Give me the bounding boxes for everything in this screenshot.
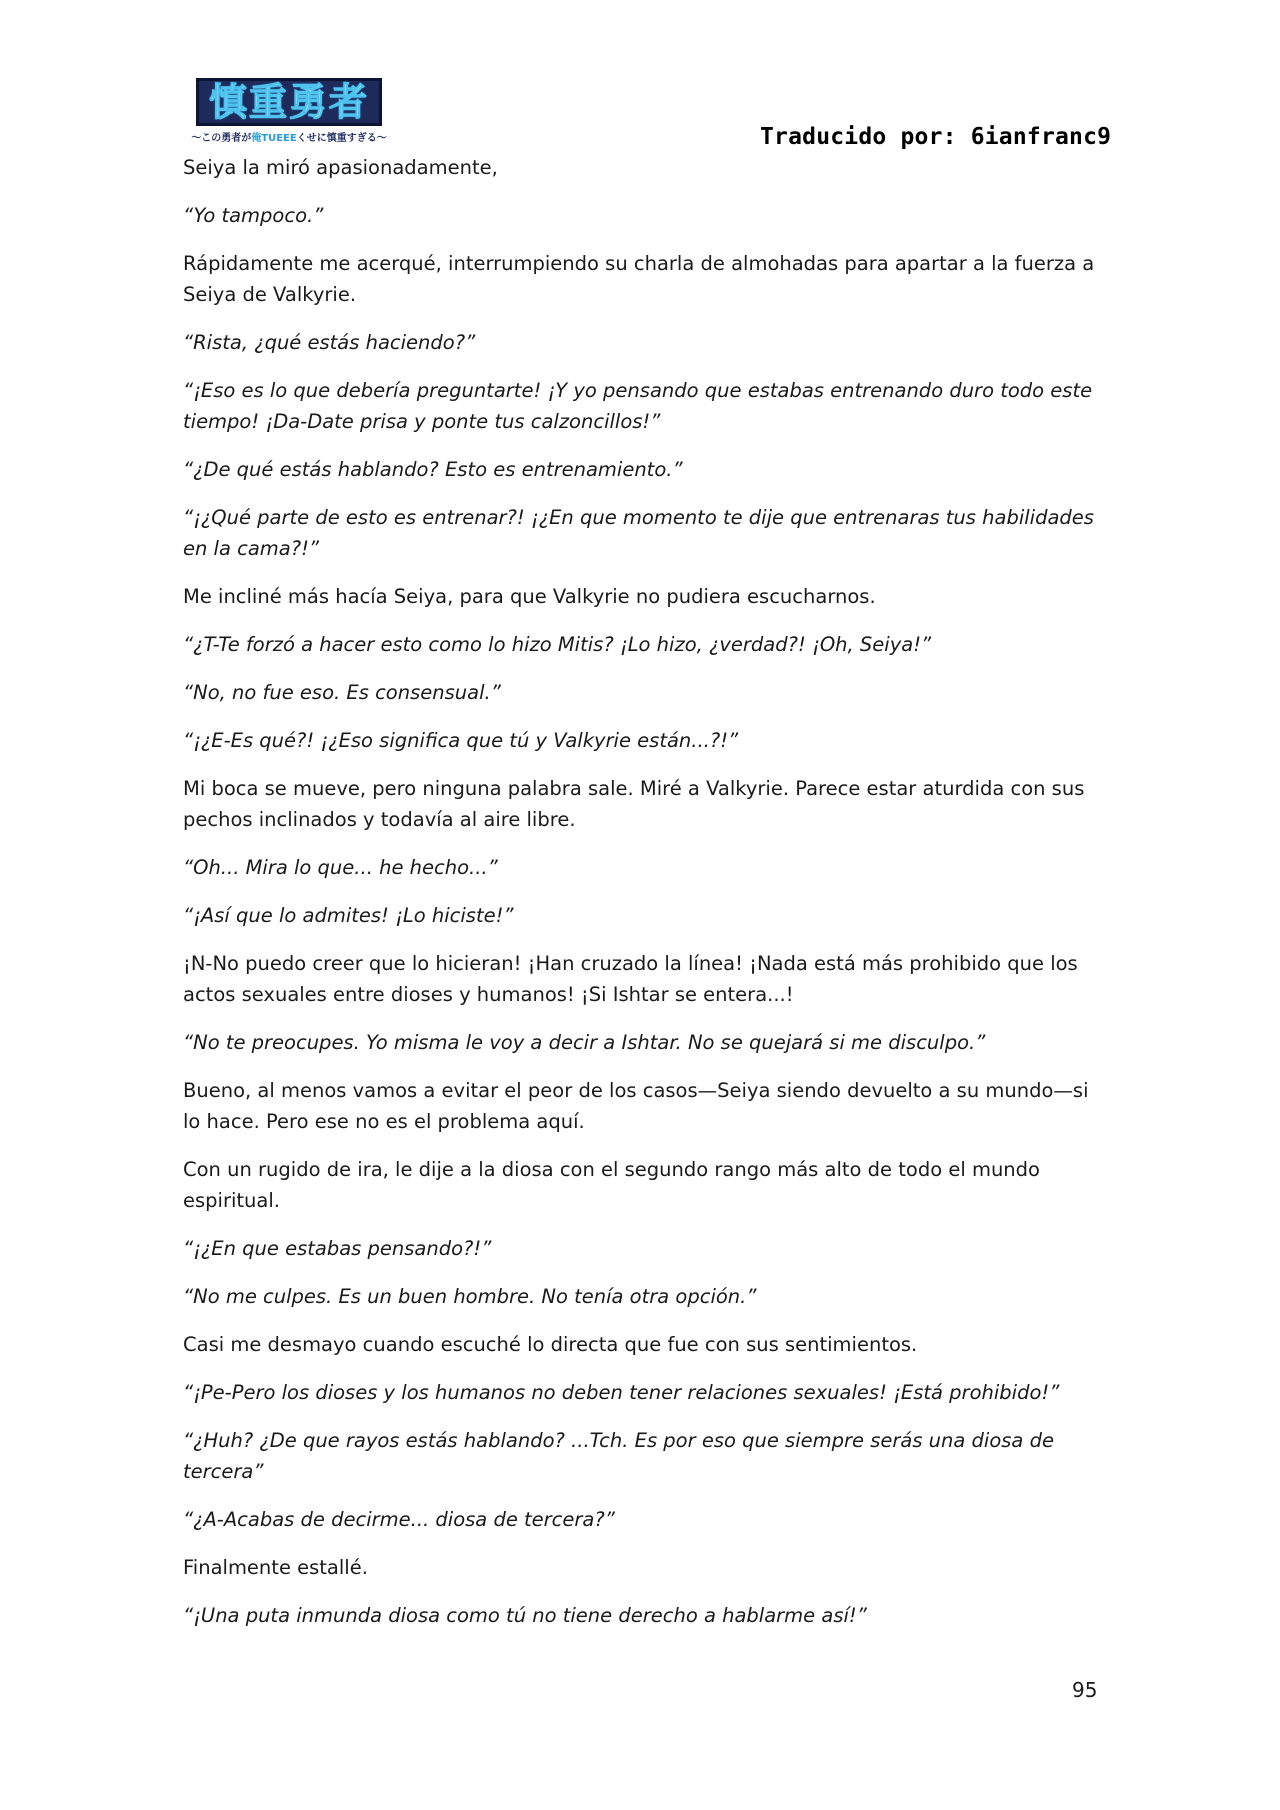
logo-subtitle-post: くせに慎重すぎる〜: [296, 132, 387, 144]
dialogue-paragraph: “¿A-Acabas de decirme... diosa de tercera?”: [183, 1508, 615, 1531]
dialogue-paragraph: “Rista, ¿qué estás haciendo?”: [183, 331, 476, 354]
paragraph-gap: [183, 485, 1103, 502]
narration-paragraph: ¡N-No puedo creer que lo hicieran! ¡Han cruzado la línea! ¡Nada está más prohibido que los actos sexuales entre dioses y humanos! ¡Si Ishtar se entera...!: [183, 952, 1078, 1006]
paragraph-gap: [183, 183, 1103, 200]
dialogue-paragraph: “¿De qué estás hablando? Esto es entrenamiento.”: [183, 458, 683, 481]
paragraph-gap: [183, 1487, 1103, 1504]
paragraph-gap: [183, 660, 1103, 677]
dialogue-paragraph: “¡¿Qué parte de esto es entrenar?! ¡¿En que momento te dije que entrenaras tus habilidades en la cama?!”: [183, 506, 1094, 560]
paragraph-gap: [183, 1137, 1103, 1154]
narration-paragraph: Bueno, al menos vamos a evitar el peor de los casos—Seiya siendo devuelto a su mundo—si lo hace. Pero ese no es el problema aquí.: [183, 1079, 1089, 1133]
narration-paragraph: Me incliné más hacía Seiya, para que Valkyrie no pudiera escucharnos.: [183, 585, 876, 608]
body-text: [183, 152, 1103, 1631]
paragraph-gap: [183, 358, 1103, 375]
page-number: 95: [1072, 1678, 1098, 1702]
logo-subtitle-pre: 〜この勇者が: [191, 132, 252, 144]
narration-paragraph: Seiya la miró apasionadamente,: [183, 156, 498, 179]
dialogue-paragraph: “Oh... Mira lo que... he hecho...”: [183, 856, 498, 879]
dialogue-paragraph: “No me culpes. Es un buen hombre. No tenía otra opción.”: [183, 1285, 757, 1308]
paragraph-gap: [183, 756, 1103, 773]
paragraph-gap: [183, 612, 1103, 629]
paragraph-gap: [183, 1058, 1103, 1075]
dialogue-paragraph: “¡Eso es lo que debería preguntarte! ¡Y yo pensando que estabas entrenando duro todo este tiempo! ¡Da-Date prisa y ponte tus calzoncillos!”: [183, 379, 1093, 433]
paragraph-gap: [183, 564, 1103, 581]
dialogue-paragraph: “No, no fue eso. Es consensual.”: [183, 681, 501, 704]
paragraph-gap: [183, 1535, 1103, 1552]
dialogue-paragraph: “¡Una puta inmunda diosa como tú no tiene derecho a hablarme así!”: [183, 1604, 867, 1627]
narration-paragraph: Con un rugido de ira, le dije a la diosa con el segundo rango más alto de todo el mundo espiritual.: [183, 1158, 1040, 1212]
paragraph-gap: [183, 1583, 1103, 1600]
paragraph-gap: [183, 835, 1103, 852]
translator-credit: Traducido por: 6ianfranc9: [760, 124, 1112, 150]
narration-paragraph: Casi me desmayo cuando escuché lo directa que fue con sus sentimientos.: [183, 1333, 918, 1356]
dialogue-paragraph: “¿Huh? ¿De que rayos estás hablando? ...Tch. Es por eso que siempre serás una diosa de tercera”: [183, 1429, 1054, 1483]
paragraph-gap: [183, 883, 1103, 900]
dialogue-paragraph: “No te preocupes. Yo misma le voy a decir a Ishtar. No se quejará si me disculpo.”: [183, 1031, 986, 1054]
paragraph-gap: [183, 1312, 1103, 1329]
dialogue-paragraph: “¡Así que lo admites! ¡Lo hiciste!”: [183, 904, 514, 927]
dialogue-paragraph: “¡¿E-Es qué?! ¡¿Eso significa que tú y Valkyrie están...?!”: [183, 729, 739, 752]
paragraph-gap: [183, 310, 1103, 327]
paragraph-gap: [183, 437, 1103, 454]
paragraph-gap: [183, 1216, 1103, 1233]
dialogue-paragraph: “¡¿En que estabas pensando?!”: [183, 1237, 492, 1260]
logo-subtitle: [191, 128, 387, 144]
dialogue-paragraph: “¡Pe-Pero los dioses y los humanos no deben tener relaciones sexuales! ¡Está prohibido!”: [183, 1381, 1060, 1404]
narration-paragraph: Finalmente estallé.: [183, 1556, 368, 1579]
dialogue-paragraph: “¿T-Te forzó a hacer esto como lo hizo Mitis? ¡Lo hizo, ¿verdad?! ¡Oh, Seiya!”: [183, 633, 932, 656]
logo-title: 慎重勇者: [208, 80, 369, 124]
paragraph-gap: [183, 931, 1103, 948]
dialogue-paragraph: “Yo tampoco.”: [183, 204, 324, 227]
paragraph-gap: [183, 1360, 1103, 1377]
narration-paragraph: Mi boca se mueve, pero ninguna palabra sale. Miré a Valkyrie. Parece estar aturdida con sus pechos inclinados y todavía al aire libre.: [183, 777, 1085, 831]
series-logo: [191, 78, 387, 144]
logo-subtitle-highlight: 俺TUEEE: [251, 132, 297, 144]
paragraph-gap: [183, 1264, 1103, 1281]
paragraph-gap: [183, 1010, 1103, 1027]
paragraph-gap: [183, 231, 1103, 248]
logo-title-block: [196, 78, 382, 126]
narration-paragraph: Rápidamente me acerqué, interrumpiendo su charla de almohadas para apartar a la fuerza a Seiya de Valkyrie.: [183, 252, 1095, 306]
paragraph-gap: [183, 708, 1103, 725]
paragraph-gap: [183, 1408, 1103, 1425]
